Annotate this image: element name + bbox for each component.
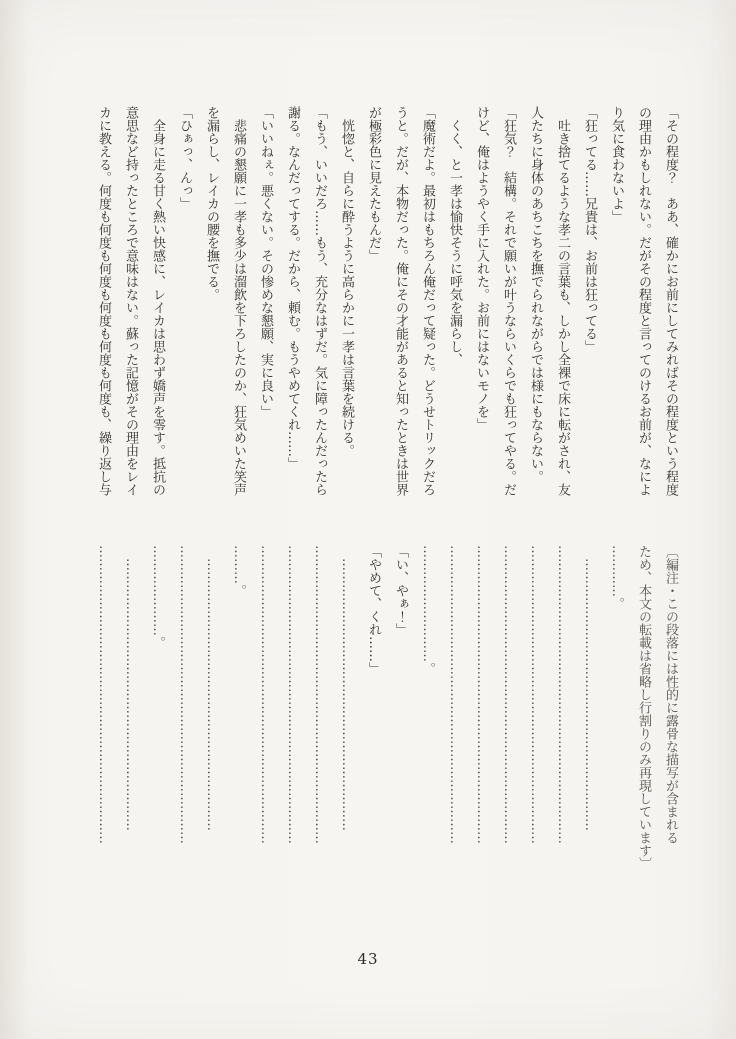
text-column: けど、俺はようやく手に入れた。お前にはないモノを」 — [474, 106, 489, 431]
text-column: を漏らし、レイカの腰を撫でる。 — [204, 106, 219, 301]
bottom-text-block — [90, 545, 684, 941]
top-text-block — [90, 106, 684, 502]
text-column: が極彩色に見えたもんだ」 — [366, 106, 381, 262]
text-column: 「もう、いいだろ……もう、充分なはずだ。気に障ったんだったら — [312, 106, 327, 496]
redacted-text-column: ……………………………………………………… — [204, 558, 219, 831]
text-column: 吐き捨てるような孝二の言葉も、しかし全裸で床に転がされ、友 — [555, 119, 570, 496]
redacted-text-column: …………。 — [609, 545, 624, 610]
redacted-text-column: …………………………………………………………… — [555, 545, 570, 844]
redaction-notice-column: 〔編注・この段落には性的に露骨な描写が含まれる — [663, 545, 678, 844]
redaction-notice-column: ため、本文の転載は省略し行割りのみ再現しています〕 — [636, 545, 651, 870]
text-column: り気に食わないよ」 — [609, 106, 624, 223]
text-column: 謝る。なんだってする。だから、頼む。もうやめてくれ……」 — [285, 106, 300, 470]
redacted-text-column: …………………。 — [150, 545, 165, 649]
text-column: 「ひぁっ、んっ」 — [177, 106, 192, 210]
redacted-text-column: …………………………………………………………… — [447, 545, 462, 844]
redacted-text-column: ………。 — [231, 545, 246, 597]
text-column: 「やめて、くれ……」 — [366, 545, 381, 675]
redacted-text-column: ………………………。 — [420, 545, 435, 675]
redacted-text-column: …………………………………………………………… — [501, 545, 516, 844]
page-number: 43 — [357, 950, 379, 968]
text-column: 「狂気？ 結構。それで願いが叶うならいくらでも狂ってやる。だ — [501, 106, 516, 496]
text-column: 恍惚と、自らに酔うように高らかに一孝は言葉を続ける。 — [339, 119, 354, 457]
text-column: の理由かもしれない。だがその程度と言ってのけるお前が、なによ — [636, 106, 651, 496]
redacted-text-column: …………………………………………………………… — [96, 545, 111, 844]
text-column: うと。だが、本物だった。俺にその才能があると知ったときは世界 — [393, 106, 408, 496]
redacted-text-column: …………………………………………………………… — [528, 545, 543, 844]
text-column: くく、と一孝は愉快そうに呼気を漏らし、 — [447, 119, 462, 366]
text-column: カに教える。何度も何度も何度も何度も何度も何度も、繰り返し与 — [96, 106, 111, 496]
redacted-text-column: ……………………………………………………… — [339, 558, 354, 831]
redacted-text-column: …………………………………………………………… — [285, 545, 300, 844]
redacted-text-column: …………………………………………………………… — [312, 545, 327, 844]
redacted-text-column: …………………………………………………………… — [258, 545, 273, 844]
text-column: 意思など持ったところで意味はない。蘇った記憶がその理由をレイ — [123, 106, 138, 496]
redacted-text-column: …………………………………………………………… — [474, 545, 489, 844]
text-column: 「その程度？ ああ、確かにお前にしてみればその程度という程度 — [663, 106, 678, 496]
text-column: 全身に走る甘く熱い快感に、レイカは思わず嬌声を零す。抵抗の — [150, 119, 165, 496]
text-column: 「い、やぁ！」 — [393, 545, 408, 636]
text-column: 「いいねぇ。悪くない。その惨めな懇願、実に良い」 — [258, 106, 273, 418]
redacted-text-column: ……………………………………………………… — [582, 558, 597, 831]
redacted-text-column: …………………………………………………………… — [177, 545, 192, 844]
redacted-text-column: ……………………………………………………… — [123, 558, 138, 831]
text-column: 人たちに身体のあちこちを撫でられながらでは様にもならない。 — [528, 106, 543, 483]
text-column: 「狂ってる……兄貴は、お前は狂ってる」 — [582, 106, 597, 353]
text-column: 「魔術だよ。最初はもちろん俺だって疑った。どうせトリックだろ — [420, 106, 435, 496]
text-column: 悲痛の懇願に一孝も多少は溜飲を下ろしたのか、狂気めいた笑声 — [231, 119, 246, 496]
